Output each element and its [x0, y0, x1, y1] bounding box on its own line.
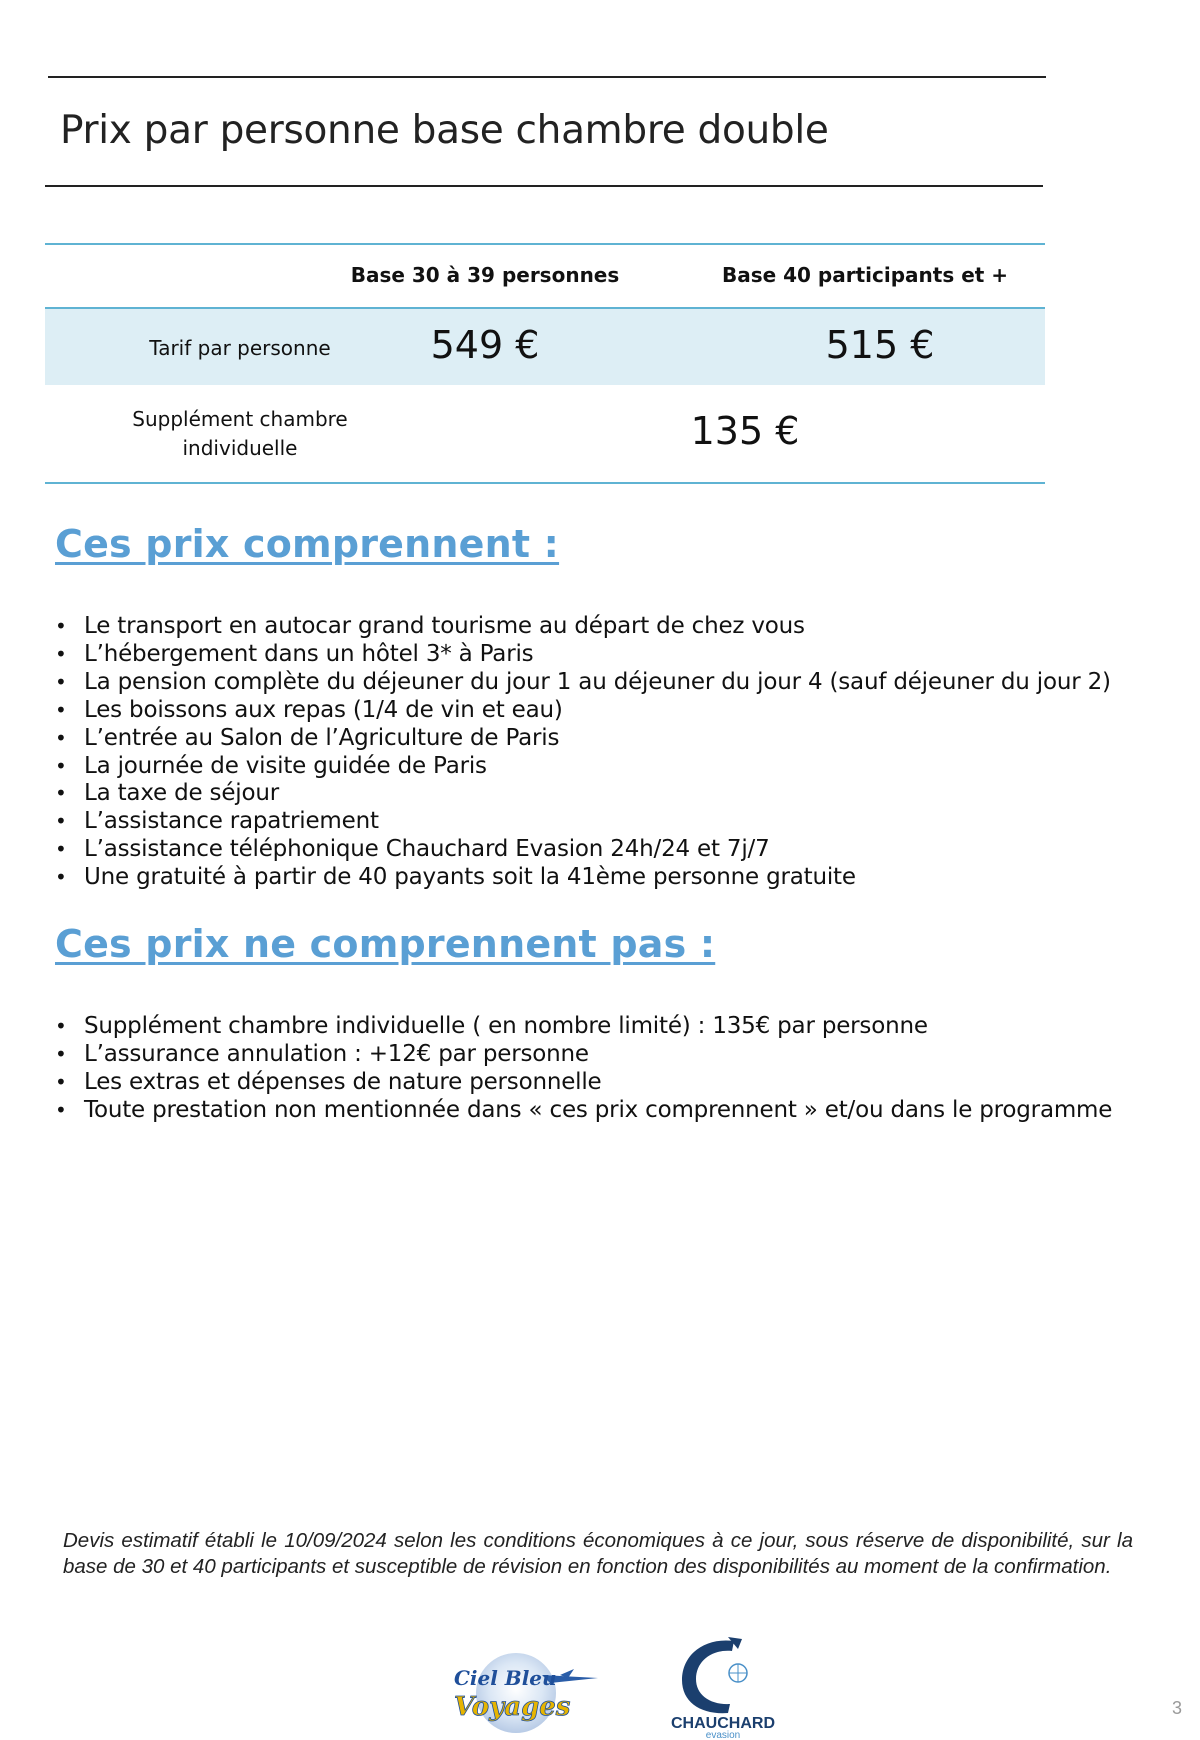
- list-item: • Les extras et dépenses de nature personnelle: [55, 1068, 602, 1095]
- chauchard-c-icon: [682, 1640, 734, 1713]
- header-base-30-39: Base 30 à 39 personnes: [350, 263, 620, 287]
- bullet-icon: •: [55, 1041, 67, 1066]
- supplement-label: [95, 405, 385, 463]
- disclaimer: Devis estimatif établi le 10/09/2024 selon les conditions économiques à ce jour, sous réserve de disponibilité, sur la base de 30 et 40 participants et susceptible de révision en fonction des disponibilités au moment de la confirmation.: [63, 1529, 1133, 1578]
- header-base-40-plus: Base 40 participants et +: [721, 263, 1009, 287]
- bullet-icon: •: [55, 865, 67, 890]
- bullet-icon: •: [55, 1014, 67, 1038]
- page-number: 3: [1172, 1698, 1183, 1718]
- ciel-bleu-voyages-logo: [450, 1645, 600, 1735]
- page-title: Prix par personne base chambre double: [60, 108, 829, 153]
- chauchard-evasion-logo: [668, 1633, 778, 1738]
- tarif-price-30-39: 549 €: [430, 323, 540, 367]
- supplement-price: 135 €: [690, 409, 800, 453]
- list-item: • Une gratuité à partir de 40 payants soit la 41ème personne gratuite: [55, 864, 856, 891]
- logo-ciel-bleu-text: Ciel Bleu: [454, 1666, 557, 1690]
- bullet-icon: •: [55, 1069, 67, 1094]
- logo-chauchard-text: CHAUCHARD: [671, 1715, 775, 1732]
- list-item: • Toute prestation non mentionnée dans « ces prix comprennent » et/ou dans le programme: [55, 1096, 1113, 1123]
- included-heading: Ces prix comprennent :: [55, 522, 560, 566]
- not-included-heading: Ces prix ne comprennent pas :: [55, 922, 716, 966]
- bullet-icon: •: [55, 614, 67, 638]
- logo-voyages-text: Voyages: [454, 1692, 571, 1722]
- list-item: • L’assurance annulation : +12€ par personne: [55, 1040, 589, 1067]
- tarif-label: Tarif par personne: [149, 336, 331, 360]
- title-bottom-rule: [45, 185, 1043, 187]
- tarif-price-40-plus: 515 €: [825, 323, 935, 367]
- bullet-icon: •: [55, 697, 67, 722]
- list-item: • La pension complète du déjeuner du jour 1 au déjeuner du jour 4 (sauf déjeuner du jour 2): [55, 668, 1111, 695]
- bullet-icon: •: [55, 837, 67, 862]
- bullet-icon: •: [55, 753, 67, 778]
- list-item: • La taxe de séjour: [55, 780, 279, 807]
- table-bottom-line: [45, 482, 1045, 484]
- list-item: • Le transport en autocar grand tourisme au départ de chez vous: [55, 613, 805, 639]
- bullet-icon: •: [55, 781, 67, 806]
- bullet-icon: •: [55, 809, 67, 834]
- not-included-list: [55, 1013, 1165, 1125]
- list-item: • Supplément chambre individuelle ( en nombre limité) : 135€ par personne: [55, 1013, 928, 1039]
- bullet-icon: •: [55, 641, 67, 666]
- top-rule: [48, 76, 1046, 78]
- bullet-icon: •: [55, 1097, 67, 1122]
- list-item: • L’entrée au Salon de l’Agriculture de Paris: [55, 724, 560, 751]
- logo-evasion-text: evasion: [705, 1730, 741, 1738]
- bullet-icon: •: [55, 725, 67, 750]
- bullet-icon: •: [55, 669, 67, 694]
- table-top-line: [45, 243, 1045, 245]
- list-item: • L’hébergement dans un hôtel 3* à Paris: [55, 640, 534, 667]
- included-list: [55, 613, 1165, 892]
- supplement-label-line2: individuelle: [182, 436, 298, 460]
- list-item: • Les boissons aux repas (1/4 de vin et eau): [55, 696, 563, 723]
- supplement-label-line1: Supplément chambre: [132, 407, 348, 431]
- list-item: • L’assistance téléphonique Chauchard Evasion 24h/24 et 7j/7: [55, 836, 770, 863]
- list-item: • L’assistance rapatriement: [55, 808, 379, 835]
- list-item: • La journée de visite guidée de Paris: [55, 752, 487, 779]
